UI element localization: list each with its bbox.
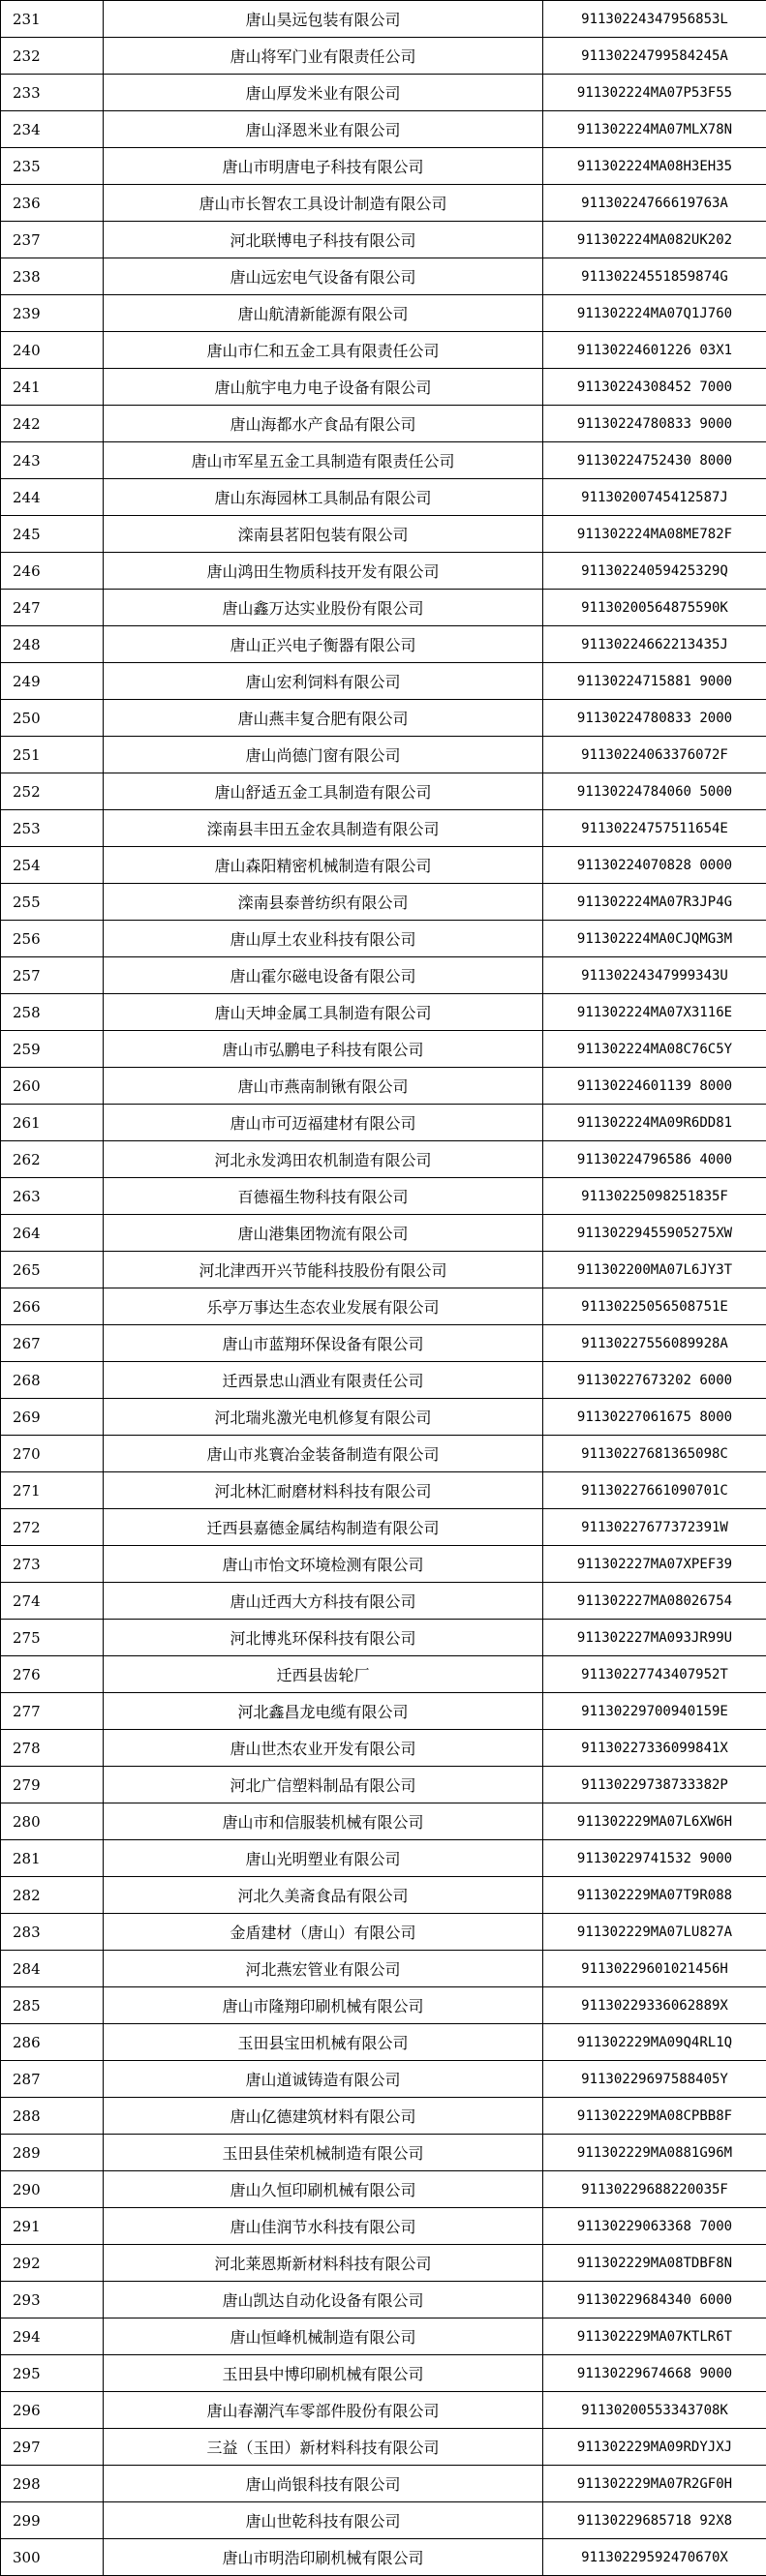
row-number-cell: 268 xyxy=(1,1362,104,1399)
table-row xyxy=(1,1031,766,1068)
row-number-cell: 269 xyxy=(1,1399,104,1436)
credit-code-cell: 91130200564875590K xyxy=(543,590,766,626)
row-number-cell: 264 xyxy=(1,1215,104,1252)
row-number-cell: 285 xyxy=(1,1987,104,2024)
company-name-cell: 迁西景忠山酒业有限责任公司 xyxy=(104,1362,543,1399)
credit-code-cell: 91130224601226 03X1 xyxy=(543,332,766,369)
credit-code-cell: 91130229601021456H xyxy=(543,1951,766,1987)
credit-code-cell: 911302229MA07KTLR6T xyxy=(543,2318,766,2355)
row-number-cell: 273 xyxy=(1,1546,104,1583)
row-number-cell: 236 xyxy=(1,185,104,222)
row-number-cell: 287 xyxy=(1,2061,104,2098)
company-name-cell: 唐山市隆翔印刷机械有限公司 xyxy=(104,1987,543,2024)
row-number-cell: 282 xyxy=(1,1877,104,1914)
credit-code-cell: 91130227681365098C xyxy=(543,1436,766,1472)
row-number-cell: 263 xyxy=(1,1178,104,1215)
company-name-cell: 玉田县中博印刷机械有限公司 xyxy=(104,2355,543,2392)
table-row xyxy=(1,994,766,1031)
table-row xyxy=(1,1325,766,1362)
company-name-cell: 唐山世杰农业开发有限公司 xyxy=(104,1730,543,1767)
table-row xyxy=(1,185,766,222)
row-number-cell: 253 xyxy=(1,810,104,847)
row-number-cell: 278 xyxy=(1,1730,104,1767)
row-number-cell: 266 xyxy=(1,1288,104,1325)
row-number-cell: 235 xyxy=(1,148,104,185)
credit-code-cell: 911302229MA09RDYJXJ xyxy=(543,2429,766,2466)
company-name-cell: 滦南县泰普纺织有限公司 xyxy=(104,884,543,921)
row-number-cell: 272 xyxy=(1,1509,104,1546)
company-name-cell: 唐山市兆寰冶金装备制造有限公司 xyxy=(104,1436,543,1472)
company-name-cell: 金盾建材（唐山）有限公司 xyxy=(104,1914,543,1951)
company-name-cell: 唐山春潮汽车零部件股份有限公司 xyxy=(104,2392,543,2429)
credit-code-cell: 91130229674668 9000 xyxy=(543,2355,766,2392)
row-number-cell: 274 xyxy=(1,1583,104,1620)
credit-code-cell: 91130227061675 8000 xyxy=(543,1399,766,1436)
company-name-cell: 迁西县嘉德金属结构制造有限公司 xyxy=(104,1509,543,1546)
table-row xyxy=(1,1620,766,1656)
credit-code-cell: 91130224347956853L xyxy=(543,1,766,38)
row-number-cell: 258 xyxy=(1,994,104,1031)
credit-code-cell: 911302229MA08TDBF8N xyxy=(543,2245,766,2282)
credit-code-cell: 91130227673202 6000 xyxy=(543,1362,766,1399)
company-name-cell: 唐山宏利饲料有限公司 xyxy=(104,663,543,700)
row-number-cell: 292 xyxy=(1,2245,104,2282)
credit-code-cell: 91130229700940159E xyxy=(543,1693,766,1730)
row-number-cell: 279 xyxy=(1,1767,104,1803)
row-number-cell: 289 xyxy=(1,2135,104,2171)
company-name-cell: 唐山正兴电子衡器有限公司 xyxy=(104,626,543,663)
row-number-cell: 246 xyxy=(1,553,104,590)
credit-code-cell: 91130227556089928A xyxy=(543,1325,766,1362)
row-number-cell: 244 xyxy=(1,479,104,516)
company-name-cell: 唐山霍尔磁电设备有限公司 xyxy=(104,957,543,994)
row-number-cell: 288 xyxy=(1,2098,104,2135)
row-number-cell: 242 xyxy=(1,406,104,442)
row-number-cell: 267 xyxy=(1,1325,104,1362)
table-row xyxy=(1,921,766,957)
company-name-cell: 唐山市明浩印刷机械有限公司 xyxy=(104,2539,543,2576)
credit-code-cell: 91130224347999343U xyxy=(543,957,766,994)
table-row xyxy=(1,810,766,847)
credit-code-cell: 91130200745412587J xyxy=(543,479,766,516)
table-row xyxy=(1,1546,766,1583)
table-row xyxy=(1,1693,766,1730)
company-name-cell: 唐山市可迈福建材有限公司 xyxy=(104,1105,543,1141)
company-name-cell: 唐山航清新能源有限公司 xyxy=(104,295,543,332)
credit-code-cell: 911302229MA0881G96M xyxy=(543,2135,766,2171)
row-number-cell: 296 xyxy=(1,2392,104,2429)
company-name-cell: 唐山市怡文环境检测有限公司 xyxy=(104,1546,543,1583)
table-row xyxy=(1,2539,766,2576)
table-row xyxy=(1,553,766,590)
company-name-cell: 唐山舒适五金工具制造有限公司 xyxy=(104,773,543,810)
table-row xyxy=(1,2355,766,2392)
credit-code-cell: 911302229MA07L6XW6H xyxy=(543,1803,766,1840)
credit-code-cell: 911302229MA08CPBB8F xyxy=(543,2098,766,2135)
company-name-cell: 唐山市军星五金工具制造有限责任公司 xyxy=(104,442,543,479)
row-number-cell: 232 xyxy=(1,38,104,75)
table-row xyxy=(1,332,766,369)
table-row xyxy=(1,2318,766,2355)
row-number-cell: 277 xyxy=(1,1693,104,1730)
row-number-cell: 299 xyxy=(1,2502,104,2539)
credit-code-cell: 91130229455905275XW xyxy=(543,1215,766,1252)
table-row xyxy=(1,1656,766,1693)
table-row xyxy=(1,1877,766,1914)
credit-code-cell: 91130224766619763A xyxy=(543,185,766,222)
row-number-cell: 260 xyxy=(1,1068,104,1105)
credit-code-cell: 911302229MA07T9R088 xyxy=(543,1877,766,1914)
table-row xyxy=(1,1141,766,1178)
row-number-cell: 300 xyxy=(1,2539,104,2576)
table-row xyxy=(1,2282,766,2318)
row-number-cell: 248 xyxy=(1,626,104,663)
table-row xyxy=(1,700,766,737)
credit-code-cell: 911302224MA07Q1J760 xyxy=(543,295,766,332)
row-number-cell: 286 xyxy=(1,2024,104,2061)
company-name-cell: 玉田县佳荣机械制造有限公司 xyxy=(104,2135,543,2171)
row-number-cell: 250 xyxy=(1,700,104,737)
table-row xyxy=(1,2502,766,2539)
table-row xyxy=(1,2098,766,2135)
credit-code-cell: 91130224551859874G xyxy=(543,258,766,295)
company-name-cell: 河北永发鸿田农机制造有限公司 xyxy=(104,1141,543,1178)
credit-code-cell: 911302224MA07R3JP4G xyxy=(543,884,766,921)
table-row xyxy=(1,1105,766,1141)
table-row xyxy=(1,2245,766,2282)
table-row xyxy=(1,442,766,479)
credit-code-cell: 91130229697588405Y xyxy=(543,2061,766,2098)
table-row xyxy=(1,258,766,295)
company-name-cell: 滦南县丰田五金农具制造有限公司 xyxy=(104,810,543,847)
table-row xyxy=(1,111,766,148)
company-name-cell: 唐山东海园林工具制品有限公司 xyxy=(104,479,543,516)
table-row xyxy=(1,1509,766,1546)
company-name-cell: 唐山昊远包装有限公司 xyxy=(104,1,543,38)
row-number-cell: 261 xyxy=(1,1105,104,1141)
table-row xyxy=(1,1951,766,1987)
company-name-cell: 河北林汇耐磨材料科技有限公司 xyxy=(104,1472,543,1509)
credit-code-cell: 91130229336062889X xyxy=(543,1987,766,2024)
row-number-cell: 254 xyxy=(1,847,104,884)
credit-code-cell: 911302224MA0CJQMG3M xyxy=(543,921,766,957)
table-row xyxy=(1,369,766,406)
company-name-cell: 河北瑞兆激光电机修复有限公司 xyxy=(104,1399,543,1436)
credit-code-cell: 91130224715881 9000 xyxy=(543,663,766,700)
credit-code-cell: 91130229592470670X xyxy=(543,2539,766,2576)
credit-code-cell: 91130229688220035F xyxy=(543,2171,766,2208)
table-row xyxy=(1,1399,766,1436)
company-name-cell: 唐山航宇电力电子设备有限公司 xyxy=(104,369,543,406)
row-number-cell: 245 xyxy=(1,516,104,553)
row-number-cell: 298 xyxy=(1,2466,104,2502)
credit-code-cell: 911302224MA08H3EH35 xyxy=(543,148,766,185)
credit-code-cell: 91130227743407952T xyxy=(543,1656,766,1693)
credit-code-cell: 91130224070828 0000 xyxy=(543,847,766,884)
company-name-cell: 河北鑫昌龙电缆有限公司 xyxy=(104,1693,543,1730)
row-number-cell: 293 xyxy=(1,2282,104,2318)
row-number-cell: 247 xyxy=(1,590,104,626)
company-name-cell: 唐山尚德门窗有限公司 xyxy=(104,737,543,773)
company-name-cell: 唐山厚土农业科技有限公司 xyxy=(104,921,543,957)
credit-code-cell: 91130224796586 4000 xyxy=(543,1141,766,1178)
row-number-cell: 270 xyxy=(1,1436,104,1472)
table-row xyxy=(1,1362,766,1399)
table-row xyxy=(1,1840,766,1877)
company-name-cell: 唐山市弘鹏电子科技有限公司 xyxy=(104,1031,543,1068)
row-number-cell: 241 xyxy=(1,369,104,406)
table-row xyxy=(1,148,766,185)
credit-code-cell: 91130224780833 9000 xyxy=(543,406,766,442)
row-number-cell: 238 xyxy=(1,258,104,295)
company-name-cell: 河北燕宏管业有限公司 xyxy=(104,1951,543,1987)
company-name-cell: 河北莱恩斯新材料科技有限公司 xyxy=(104,2245,543,2282)
company-name-cell: 唐山天坤金属工具制造有限公司 xyxy=(104,994,543,1031)
company-name-cell: 唐山市蓝翔环保设备有限公司 xyxy=(104,1325,543,1362)
row-number-cell: 239 xyxy=(1,295,104,332)
company-name-cell: 唐山世乾科技有限公司 xyxy=(104,2502,543,2539)
credit-code-cell: 91130229063368 7000 xyxy=(543,2208,766,2245)
credit-code-cell: 91130224059425329Q xyxy=(543,553,766,590)
table-row xyxy=(1,626,766,663)
company-name-cell: 唐山亿德建筑材料有限公司 xyxy=(104,2098,543,2135)
company-name-cell: 唐山燕丰复合肥有限公司 xyxy=(104,700,543,737)
table-row xyxy=(1,2024,766,2061)
row-number-cell: 256 xyxy=(1,921,104,957)
credit-code-cell: 91130224063376072F xyxy=(543,737,766,773)
company-name-cell: 唐山久恒印刷机械有限公司 xyxy=(104,2171,543,2208)
credit-code-cell: 911302227MA07XPEF39 xyxy=(543,1546,766,1583)
row-number-cell: 262 xyxy=(1,1141,104,1178)
row-number-cell: 291 xyxy=(1,2208,104,2245)
credit-code-cell: 91130224780833 2000 xyxy=(543,700,766,737)
company-name-cell: 三益（玉田）新材料科技有限公司 xyxy=(104,2429,543,2466)
company-name-cell: 河北久美斋食品有限公司 xyxy=(104,1877,543,1914)
row-number-cell: 259 xyxy=(1,1031,104,1068)
table-row xyxy=(1,1252,766,1288)
table-row xyxy=(1,737,766,773)
table-row xyxy=(1,1914,766,1951)
row-number-cell: 240 xyxy=(1,332,104,369)
credit-code-cell: 91130229738733382P xyxy=(543,1767,766,1803)
row-number-cell: 294 xyxy=(1,2318,104,2355)
table-row xyxy=(1,2392,766,2429)
company-name-cell: 唐山鸿田生物质科技开发有限公司 xyxy=(104,553,543,590)
table-row xyxy=(1,957,766,994)
table-row xyxy=(1,2208,766,2245)
row-number-cell: 251 xyxy=(1,737,104,773)
table-row xyxy=(1,590,766,626)
credit-code-cell: 91130224799584245A xyxy=(543,38,766,75)
table-row xyxy=(1,847,766,884)
company-name-cell: 河北津西开兴节能科技股份有限公司 xyxy=(104,1252,543,1288)
credit-code-cell: 911302229MA07R2GF0H xyxy=(543,2466,766,2502)
table-row xyxy=(1,479,766,516)
table-row xyxy=(1,1803,766,1840)
company-name-cell: 唐山佳润节水科技有限公司 xyxy=(104,2208,543,2245)
table-row xyxy=(1,1436,766,1472)
company-name-cell: 唐山远宏电气设备有限公司 xyxy=(104,258,543,295)
credit-code-cell: 911302229MA09Q4RL1Q xyxy=(543,2024,766,2061)
company-name-cell: 迁西县齿轮厂 xyxy=(104,1656,543,1693)
company-name-cell: 唐山道诚铸造有限公司 xyxy=(104,2061,543,2098)
company-table-body xyxy=(1,1,766,2576)
table-row xyxy=(1,1,766,38)
table-row xyxy=(1,2135,766,2171)
row-number-cell: 280 xyxy=(1,1803,104,1840)
table-row xyxy=(1,663,766,700)
company-name-cell: 唐山海都水产食品有限公司 xyxy=(104,406,543,442)
credit-code-cell: 91130227677372391W xyxy=(543,1509,766,1546)
company-name-cell: 唐山港集团物流有限公司 xyxy=(104,1215,543,1252)
table-row xyxy=(1,2171,766,2208)
company-name-cell: 唐山市燕南制锹有限公司 xyxy=(104,1068,543,1105)
company-name-cell: 唐山森阳精密机械制造有限公司 xyxy=(104,847,543,884)
table-row xyxy=(1,1583,766,1620)
row-number-cell: 255 xyxy=(1,884,104,921)
row-number-cell: 252 xyxy=(1,773,104,810)
credit-code-cell: 91130227336099841X xyxy=(543,1730,766,1767)
table-row xyxy=(1,2429,766,2466)
credit-code-cell: 911302224MA07P53F55 xyxy=(543,75,766,111)
credit-code-cell: 91130224757511654E xyxy=(543,810,766,847)
company-name-cell: 唐山恒峰机械制造有限公司 xyxy=(104,2318,543,2355)
company-name-cell: 唐山鑫万达实业股份有限公司 xyxy=(104,590,543,626)
table-row xyxy=(1,773,766,810)
row-number-cell: 249 xyxy=(1,663,104,700)
company-name-cell: 唐山迁西大方科技有限公司 xyxy=(104,1583,543,1620)
table-row xyxy=(1,884,766,921)
table-row xyxy=(1,2466,766,2502)
company-name-cell: 唐山市和信服装机械有限公司 xyxy=(104,1803,543,1840)
table-row xyxy=(1,516,766,553)
company-name-cell: 滦南县茗阳包装有限公司 xyxy=(104,516,543,553)
company-name-cell: 河北博兆环保科技有限公司 xyxy=(104,1620,543,1656)
credit-code-cell: 911302224MA08C76C5Y xyxy=(543,1031,766,1068)
company-name-cell: 河北广信塑料制品有限公司 xyxy=(104,1767,543,1803)
company-name-cell: 唐山厚发米业有限公司 xyxy=(104,75,543,111)
row-number-cell: 257 xyxy=(1,957,104,994)
credit-code-cell: 911302227MA08026754 xyxy=(543,1583,766,1620)
credit-code-cell: 91130225098251835F xyxy=(543,1178,766,1215)
company-name-cell: 唐山将军门业有限责任公司 xyxy=(104,38,543,75)
credit-code-cell: 911302224MA07MLX78N xyxy=(543,111,766,148)
row-number-cell: 233 xyxy=(1,75,104,111)
company-name-cell: 唐山泽恩米业有限公司 xyxy=(104,111,543,148)
table-row xyxy=(1,295,766,332)
credit-code-cell: 91130227661090701C xyxy=(543,1472,766,1509)
table-row xyxy=(1,1730,766,1767)
credit-code-cell: 911302229MA07LU827A xyxy=(543,1914,766,1951)
table-row xyxy=(1,1767,766,1803)
row-number-cell: 271 xyxy=(1,1472,104,1509)
row-number-cell: 297 xyxy=(1,2429,104,2466)
table-row xyxy=(1,1178,766,1215)
company-name-cell: 河北联博电子科技有限公司 xyxy=(104,222,543,258)
table-row xyxy=(1,38,766,75)
table-row xyxy=(1,2061,766,2098)
company-name-cell: 唐山市仁和五金工具有限责任公司 xyxy=(104,332,543,369)
table-row xyxy=(1,1987,766,2024)
credit-code-cell: 91130200553343708K xyxy=(543,2392,766,2429)
company-name-cell: 唐山尚银科技有限公司 xyxy=(104,2466,543,2502)
company-name-cell: 唐山市长智农工具设计制造有限公司 xyxy=(104,185,543,222)
company-name-cell: 百德福生物科技有限公司 xyxy=(104,1178,543,1215)
company-name-cell: 唐山光明塑业有限公司 xyxy=(104,1840,543,1877)
credit-code-cell: 91130224308452 7000 xyxy=(543,369,766,406)
credit-code-cell: 911302200MA07L6JY3T xyxy=(543,1252,766,1288)
credit-code-cell: 91130229684340 6000 xyxy=(543,2282,766,2318)
credit-code-cell: 911302227MA093JR99U xyxy=(543,1620,766,1656)
credit-code-cell: 91130229741532 9000 xyxy=(543,1840,766,1877)
company-name-cell: 唐山市明唐电子科技有限公司 xyxy=(104,148,543,185)
company-name-cell: 乐亭万事达生态农业发展有限公司 xyxy=(104,1288,543,1325)
row-number-cell: 281 xyxy=(1,1840,104,1877)
row-number-cell: 284 xyxy=(1,1951,104,1987)
row-number-cell: 290 xyxy=(1,2171,104,2208)
row-number-cell: 275 xyxy=(1,1620,104,1656)
row-number-cell: 276 xyxy=(1,1656,104,1693)
credit-code-cell: 91130224662213435J xyxy=(543,626,766,663)
credit-code-cell: 91130224784060 5000 xyxy=(543,773,766,810)
row-number-cell: 234 xyxy=(1,111,104,148)
table-row xyxy=(1,1472,766,1509)
table-row xyxy=(1,1068,766,1105)
credit-code-cell: 911302224MA09R6DD81 xyxy=(543,1105,766,1141)
credit-code-cell: 91130224601139 8000 xyxy=(543,1068,766,1105)
row-number-cell: 231 xyxy=(1,1,104,38)
table-row xyxy=(1,406,766,442)
credit-code-cell: 91130225056508751E xyxy=(543,1288,766,1325)
row-number-cell: 265 xyxy=(1,1252,104,1288)
credit-code-cell: 911302224MA082UK202 xyxy=(543,222,766,258)
credit-code-cell: 911302224MA08ME782F xyxy=(543,516,766,553)
table-row xyxy=(1,1288,766,1325)
row-number-cell: 295 xyxy=(1,2355,104,2392)
credit-code-cell: 91130224752430 8000 xyxy=(543,442,766,479)
company-name-cell: 玉田县宝田机械有限公司 xyxy=(104,2024,543,2061)
row-number-cell: 243 xyxy=(1,442,104,479)
row-number-cell: 283 xyxy=(1,1914,104,1951)
credit-code-cell: 91130229685718 92X8 xyxy=(543,2502,766,2539)
table-row xyxy=(1,222,766,258)
company-name-cell: 唐山凯达自动化设备有限公司 xyxy=(104,2282,543,2318)
credit-code-cell: 911302224MA07X3116E xyxy=(543,994,766,1031)
table-row xyxy=(1,75,766,111)
row-number-cell: 237 xyxy=(1,222,104,258)
table-row xyxy=(1,1215,766,1252)
